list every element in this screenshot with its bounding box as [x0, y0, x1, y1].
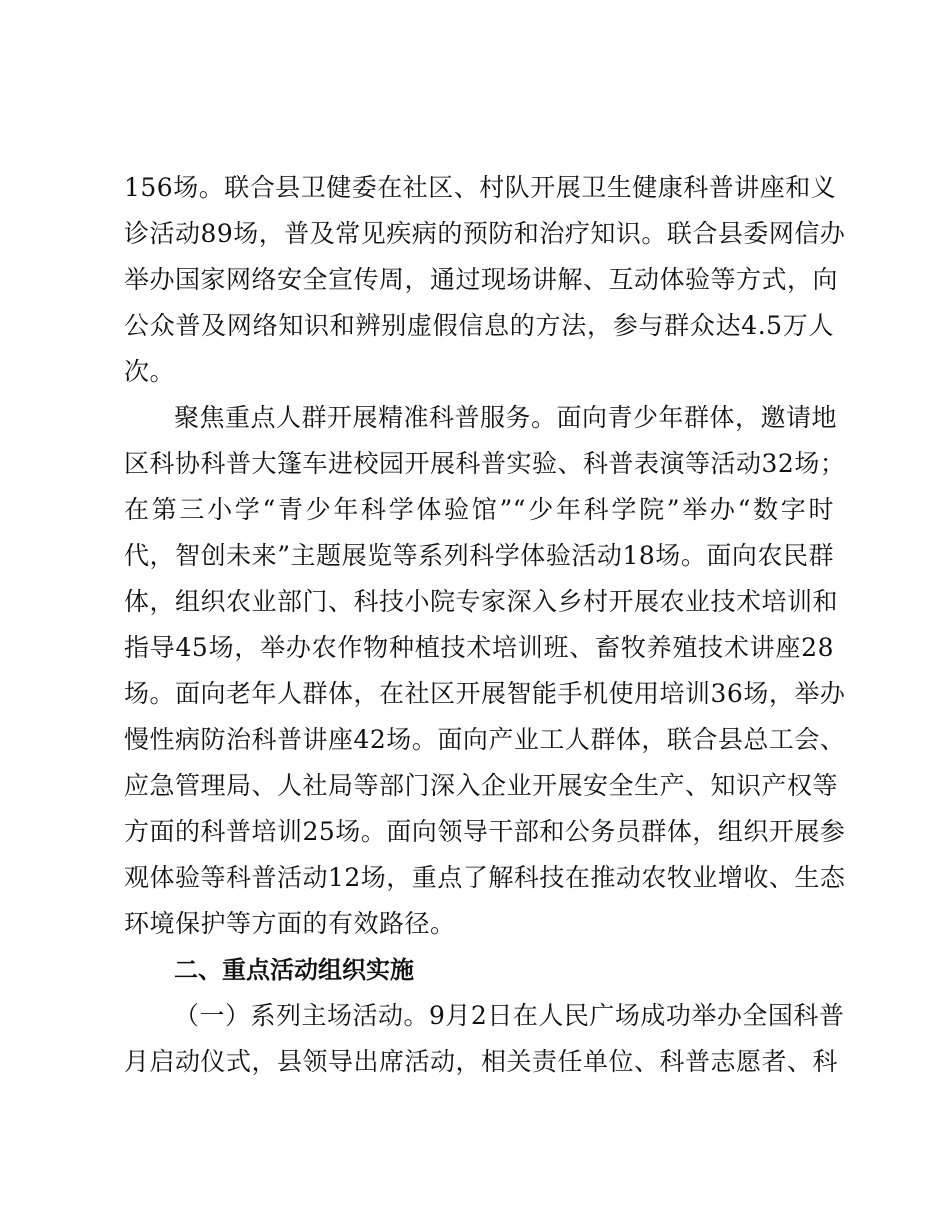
paragraph-line: 月启动仪式，县领导出席活动，相关责任单位、科普志愿者、科 — [124, 1047, 839, 1076]
paragraph-line: 方面的科普培训25场。面向领导干部和公务员群体，组织开展参 — [124, 817, 846, 846]
paragraph-line: 诊活动89场，普及常见疾病的预防和治疗知识。联合县委网信办 — [124, 219, 846, 248]
paragraph-line: 在第三小学“青少年科学体验馆”“少年科学院”举办“数字时 — [124, 495, 834, 524]
paragraph-line: 156场。联合县卫健委在社区、村队开展卫生健康科普讲座和义 — [124, 173, 837, 202]
paragraph-line: 公众普及网络知识和辨别虚假信息的方法，参与群众达4.5万人 — [124, 311, 834, 340]
paragraph-line: 聚焦重点人群开展精准科普服务。面向青少年群体，邀请地 — [174, 403, 838, 432]
paragraph-line: 应急管理局、人社局等部门深入企业开展安全生产、知识产权等 — [124, 771, 839, 800]
paragraph-line: 指导45场，举办农作物种植技术培训班、畜牧养殖技术讲座28 — [124, 633, 834, 662]
paragraph-line: 举办国家网络安全宣传周，通过现场讲解、互动体验等方式，向 — [124, 265, 839, 294]
section-heading: 二、重点活动组织实施 — [174, 956, 414, 984]
paragraph-line: 次。 — [124, 357, 176, 386]
paragraph-line: 环境保护等方面的有效路径。 — [124, 909, 456, 938]
paragraph-line: 区科协科普大篷车进校园开展科普实验、科普表演等活动32场； — [124, 449, 846, 478]
document-body — [124, 165, 846, 1085]
paragraph-3 — [124, 993, 845, 1085]
paragraph-1 — [124, 165, 846, 395]
paragraph-line: 体，组织农业部门、科技小院专家深入乡村开展农业技术培训和 — [124, 587, 839, 616]
paragraph-line: 慢性病防治科普讲座42场。面向产业工人群体，联合县总工会、 — [124, 725, 846, 754]
paragraph-line: 观体验等科普活动12场，重点了解科技在推动农牧业增收、生态 — [124, 863, 846, 892]
paragraph-2 — [124, 395, 846, 947]
paragraph-line: （一）系列主场活动。9月2日在人民广场成功举办全国科普 — [174, 1001, 845, 1030]
paragraph-line: 代，智创未来”主题展览等系列科学体验活动18场。面向农民群 — [124, 541, 834, 570]
paragraph-line: 场。面向老年人群体，在社区开展智能手机使用培训36场，举办 — [124, 679, 846, 708]
